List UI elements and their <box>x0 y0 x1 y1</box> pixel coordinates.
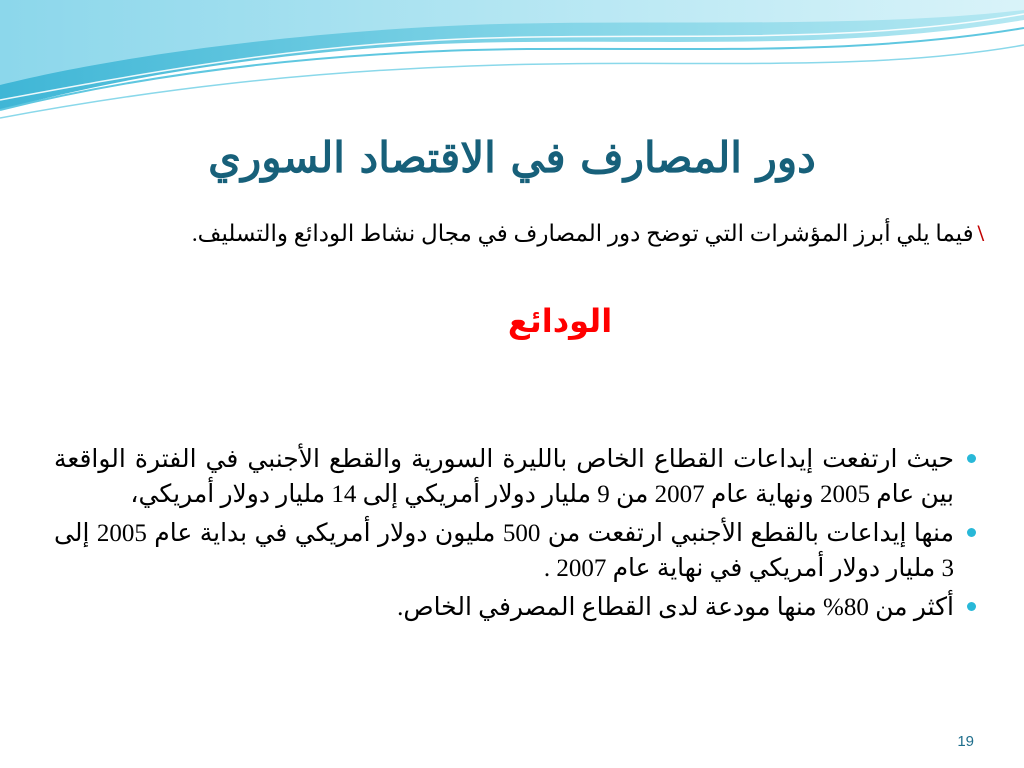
page-number: 19 <box>957 733 974 750</box>
intro-text: فيما يلي أبرز المؤشرات التي توضح دور المصارف في مجال نشاط الودائع والتسليف. <box>191 221 974 246</box>
bullet-dot-icon <box>967 528 976 537</box>
bullet-item <box>54 516 954 586</box>
bullet-dot-icon <box>967 454 976 463</box>
bullet-item <box>54 442 954 512</box>
wave-header-decoration <box>0 0 1024 130</box>
bullet-text: حيث ارتفعت إيداعات القطاع الخاص بالليرة السورية والقطع الأجنبي في الفترة الواقعة بين عام 2005 ونهاية عام 2007 من 9 مليار دولار أمريكي إلى 14 مليار دولار أمريكي، <box>54 446 954 508</box>
bullet-text: أكثر من 80% منها مودعة لدى القطاع المصرفي الخاص. <box>397 594 954 621</box>
bullet-text: منها إيداعات بالقطع الأجنبي ارتفعت من 500 مليون دولار أمريكي في بداية عام 2005 إلى 3 مليار دولار أمريكي في نهاية عام 2007 . <box>54 520 954 582</box>
section-heading: الودائع <box>507 302 613 340</box>
intro-mark: \ <box>977 221 984 246</box>
bullet-list <box>54 442 954 629</box>
bullet-item <box>54 590 954 625</box>
bullet-dot-icon <box>967 602 976 611</box>
intro-paragraph <box>58 220 984 248</box>
slide-title: دور المصارف في الاقتصاد السوري <box>208 133 816 182</box>
